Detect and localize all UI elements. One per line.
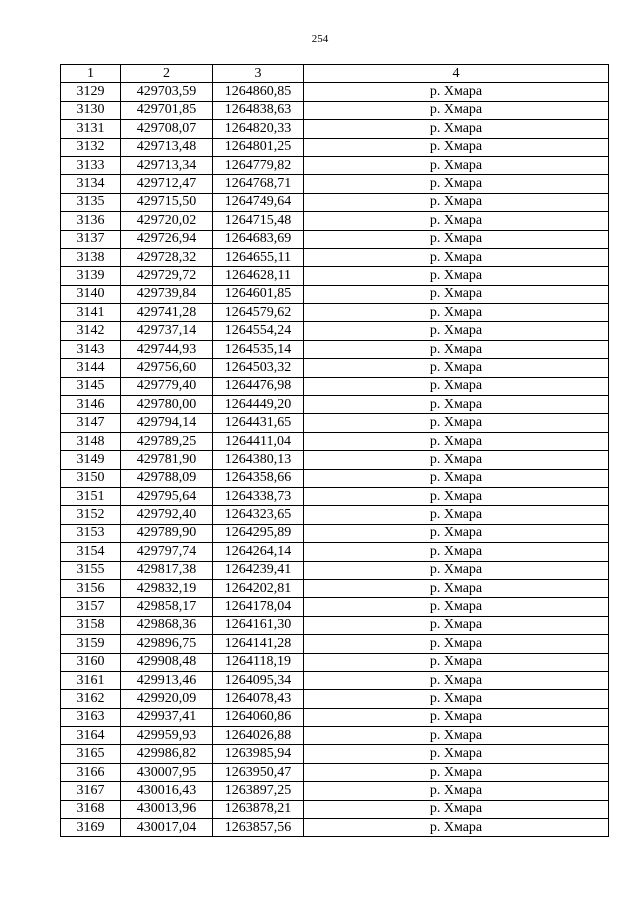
y-coordinate-cell: 1264380,13 bbox=[213, 451, 304, 469]
description-cell: р. Хмара bbox=[304, 579, 609, 597]
point-number-cell: 3155 bbox=[61, 561, 121, 579]
table-row bbox=[61, 653, 609, 671]
x-coordinate-cell: 429726,94 bbox=[121, 230, 213, 248]
point-number-cell: 3151 bbox=[61, 487, 121, 505]
x-coordinate-cell: 429781,90 bbox=[121, 451, 213, 469]
y-coordinate-cell: 1264078,43 bbox=[213, 690, 304, 708]
x-coordinate-cell: 429744,93 bbox=[121, 340, 213, 358]
x-coordinate-cell: 429780,00 bbox=[121, 396, 213, 414]
description-cell: р. Хмара bbox=[304, 248, 609, 266]
y-coordinate-cell: 1264554,24 bbox=[213, 322, 304, 340]
point-number-cell: 3140 bbox=[61, 285, 121, 303]
point-number-cell: 3141 bbox=[61, 304, 121, 322]
description-cell: р. Хмара bbox=[304, 635, 609, 653]
table-row bbox=[61, 579, 609, 597]
table-header bbox=[61, 65, 609, 83]
table-row bbox=[61, 193, 609, 211]
point-number-cell: 3150 bbox=[61, 469, 121, 487]
point-number-cell: 3130 bbox=[61, 101, 121, 119]
y-coordinate-cell: 1264239,41 bbox=[213, 561, 304, 579]
point-number-cell: 3134 bbox=[61, 175, 121, 193]
point-number-cell: 3159 bbox=[61, 635, 121, 653]
y-coordinate-cell: 1264411,04 bbox=[213, 432, 304, 450]
description-cell: р. Хмара bbox=[304, 359, 609, 377]
x-coordinate-cell: 429729,72 bbox=[121, 267, 213, 285]
point-number-cell: 3158 bbox=[61, 616, 121, 634]
x-coordinate-cell: 429788,09 bbox=[121, 469, 213, 487]
description-cell: р. Хмара bbox=[304, 708, 609, 726]
table-row bbox=[61, 763, 609, 781]
description-cell: р. Хмара bbox=[304, 469, 609, 487]
y-coordinate-cell: 1264579,62 bbox=[213, 304, 304, 322]
description-cell: р. Хмара bbox=[304, 138, 609, 156]
x-coordinate-cell: 429728,32 bbox=[121, 248, 213, 266]
table-row bbox=[61, 524, 609, 542]
x-coordinate-cell: 429795,64 bbox=[121, 487, 213, 505]
x-coordinate-cell: 429713,48 bbox=[121, 138, 213, 156]
description-cell: р. Хмара bbox=[304, 524, 609, 542]
y-coordinate-cell: 1264503,32 bbox=[213, 359, 304, 377]
x-coordinate-cell: 429703,59 bbox=[121, 83, 213, 101]
description-cell: р. Хмара bbox=[304, 598, 609, 616]
table-row bbox=[61, 377, 609, 395]
x-coordinate-cell: 429868,36 bbox=[121, 616, 213, 634]
header-cell-1: 1 bbox=[61, 65, 121, 83]
y-coordinate-cell: 1263985,94 bbox=[213, 745, 304, 763]
table-row bbox=[61, 635, 609, 653]
y-coordinate-cell: 1264095,34 bbox=[213, 671, 304, 689]
point-number-cell: 3145 bbox=[61, 377, 121, 395]
point-number-cell: 3153 bbox=[61, 524, 121, 542]
table-row bbox=[61, 745, 609, 763]
description-cell: р. Хмара bbox=[304, 304, 609, 322]
point-number-cell: 3161 bbox=[61, 671, 121, 689]
y-coordinate-cell: 1264358,66 bbox=[213, 469, 304, 487]
y-coordinate-cell: 1264338,73 bbox=[213, 487, 304, 505]
y-coordinate-cell: 1264178,04 bbox=[213, 598, 304, 616]
x-coordinate-cell: 429896,75 bbox=[121, 635, 213, 653]
x-coordinate-cell: 430007,95 bbox=[121, 763, 213, 781]
x-coordinate-cell: 429713,34 bbox=[121, 156, 213, 174]
table-row bbox=[61, 690, 609, 708]
x-coordinate-cell: 429858,17 bbox=[121, 598, 213, 616]
x-coordinate-cell: 429832,19 bbox=[121, 579, 213, 597]
table-row bbox=[61, 285, 609, 303]
point-number-cell: 3137 bbox=[61, 230, 121, 248]
description-cell: р. Хмара bbox=[304, 800, 609, 818]
table-row bbox=[61, 248, 609, 266]
y-coordinate-cell: 1264768,71 bbox=[213, 175, 304, 193]
y-coordinate-cell: 1264202,81 bbox=[213, 579, 304, 597]
point-number-cell: 3148 bbox=[61, 432, 121, 450]
description-cell: р. Хмара bbox=[304, 727, 609, 745]
y-coordinate-cell: 1264683,69 bbox=[213, 230, 304, 248]
x-coordinate-cell: 429712,47 bbox=[121, 175, 213, 193]
table-row bbox=[61, 340, 609, 358]
point-number-cell: 3149 bbox=[61, 451, 121, 469]
description-cell: р. Хмара bbox=[304, 616, 609, 634]
description-cell: р. Хмара bbox=[304, 432, 609, 450]
table-row bbox=[61, 138, 609, 156]
table-row bbox=[61, 598, 609, 616]
y-coordinate-cell: 1264801,25 bbox=[213, 138, 304, 156]
description-cell: р. Хмара bbox=[304, 193, 609, 211]
x-coordinate-cell: 429708,07 bbox=[121, 120, 213, 138]
page-number: 254 bbox=[311, 33, 329, 45]
description-cell: р. Хмара bbox=[304, 83, 609, 101]
description-cell: р. Хмара bbox=[304, 101, 609, 119]
x-coordinate-cell: 429789,90 bbox=[121, 524, 213, 542]
table-row bbox=[61, 212, 609, 230]
table-row bbox=[61, 671, 609, 689]
y-coordinate-cell: 1264060,86 bbox=[213, 708, 304, 726]
description-cell: р. Хмара bbox=[304, 120, 609, 138]
y-coordinate-cell: 1264449,20 bbox=[213, 396, 304, 414]
point-number-cell: 3133 bbox=[61, 156, 121, 174]
x-coordinate-cell: 429720,02 bbox=[121, 212, 213, 230]
x-coordinate-cell: 429794,14 bbox=[121, 414, 213, 432]
table-row bbox=[61, 101, 609, 119]
x-coordinate-cell: 429741,28 bbox=[121, 304, 213, 322]
table-header-row bbox=[61, 65, 609, 83]
y-coordinate-cell: 1263878,21 bbox=[213, 800, 304, 818]
description-cell: р. Хмара bbox=[304, 322, 609, 340]
table-row bbox=[61, 469, 609, 487]
y-coordinate-cell: 1264628,11 bbox=[213, 267, 304, 285]
y-coordinate-cell: 1264779,82 bbox=[213, 156, 304, 174]
y-coordinate-cell: 1264141,28 bbox=[213, 635, 304, 653]
point-number-cell: 3135 bbox=[61, 193, 121, 211]
description-cell: р. Хмара bbox=[304, 782, 609, 800]
y-coordinate-cell: 1264431,65 bbox=[213, 414, 304, 432]
description-cell: р. Хмара bbox=[304, 340, 609, 358]
description-cell: р. Хмара bbox=[304, 377, 609, 395]
point-number-cell: 3166 bbox=[61, 763, 121, 781]
x-coordinate-cell: 429779,40 bbox=[121, 377, 213, 395]
description-cell: р. Хмара bbox=[304, 690, 609, 708]
table-row bbox=[61, 414, 609, 432]
y-coordinate-cell: 1264535,14 bbox=[213, 340, 304, 358]
table-row bbox=[61, 396, 609, 414]
point-number-cell: 3144 bbox=[61, 359, 121, 377]
x-coordinate-cell: 429715,50 bbox=[121, 193, 213, 211]
table-row bbox=[61, 322, 609, 340]
x-coordinate-cell: 430016,43 bbox=[121, 782, 213, 800]
table-row bbox=[61, 727, 609, 745]
x-coordinate-cell: 430013,96 bbox=[121, 800, 213, 818]
description-cell: р. Хмара bbox=[304, 763, 609, 781]
y-coordinate-cell: 1264601,85 bbox=[213, 285, 304, 303]
description-cell: р. Хмара bbox=[304, 671, 609, 689]
description-cell: р. Хмара bbox=[304, 451, 609, 469]
table-row bbox=[61, 800, 609, 818]
x-coordinate-cell: 429792,40 bbox=[121, 506, 213, 524]
coordinates-table bbox=[60, 64, 609, 837]
table-row bbox=[61, 359, 609, 377]
table-row bbox=[61, 616, 609, 634]
x-coordinate-cell: 429737,14 bbox=[121, 322, 213, 340]
table-body bbox=[61, 83, 609, 837]
y-coordinate-cell: 1264264,14 bbox=[213, 543, 304, 561]
description-cell: р. Хмара bbox=[304, 175, 609, 193]
x-coordinate-cell: 429739,84 bbox=[121, 285, 213, 303]
description-cell: р. Хмара bbox=[304, 285, 609, 303]
table-row bbox=[61, 304, 609, 322]
header-cell-4: 4 bbox=[304, 65, 609, 83]
description-cell: р. Хмара bbox=[304, 653, 609, 671]
table-row bbox=[61, 451, 609, 469]
x-coordinate-cell: 429797,74 bbox=[121, 543, 213, 561]
x-coordinate-cell: 429920,09 bbox=[121, 690, 213, 708]
y-coordinate-cell: 1264026,88 bbox=[213, 727, 304, 745]
point-number-cell: 3157 bbox=[61, 598, 121, 616]
y-coordinate-cell: 1264860,85 bbox=[213, 83, 304, 101]
point-number-cell: 3131 bbox=[61, 120, 121, 138]
point-number-cell: 3136 bbox=[61, 212, 121, 230]
y-coordinate-cell: 1264476,98 bbox=[213, 377, 304, 395]
description-cell: р. Хмара bbox=[304, 156, 609, 174]
point-number-cell: 3154 bbox=[61, 543, 121, 561]
description-cell: р. Хмара bbox=[304, 267, 609, 285]
y-coordinate-cell: 1264838,63 bbox=[213, 101, 304, 119]
y-coordinate-cell: 1263857,56 bbox=[213, 819, 304, 837]
point-number-cell: 3167 bbox=[61, 782, 121, 800]
x-coordinate-cell: 429986,82 bbox=[121, 745, 213, 763]
table-row bbox=[61, 156, 609, 174]
point-number-cell: 3162 bbox=[61, 690, 121, 708]
point-number-cell: 3165 bbox=[61, 745, 121, 763]
point-number-cell: 3156 bbox=[61, 579, 121, 597]
table-row bbox=[61, 782, 609, 800]
point-number-cell: 3147 bbox=[61, 414, 121, 432]
description-cell: р. Хмара bbox=[304, 745, 609, 763]
x-coordinate-cell: 429959,93 bbox=[121, 727, 213, 745]
description-cell: р. Хмара bbox=[304, 212, 609, 230]
point-number-cell: 3163 bbox=[61, 708, 121, 726]
y-coordinate-cell: 1264655,11 bbox=[213, 248, 304, 266]
x-coordinate-cell: 429908,48 bbox=[121, 653, 213, 671]
table-row bbox=[61, 487, 609, 505]
y-coordinate-cell: 1264749,64 bbox=[213, 193, 304, 211]
x-coordinate-cell: 429701,85 bbox=[121, 101, 213, 119]
point-number-cell: 3142 bbox=[61, 322, 121, 340]
table-row bbox=[61, 230, 609, 248]
table-row bbox=[61, 819, 609, 837]
y-coordinate-cell: 1264715,48 bbox=[213, 212, 304, 230]
y-coordinate-cell: 1263950,47 bbox=[213, 763, 304, 781]
description-cell: р. Хмара bbox=[304, 414, 609, 432]
point-number-cell: 3152 bbox=[61, 506, 121, 524]
x-coordinate-cell: 429789,25 bbox=[121, 432, 213, 450]
table-row bbox=[61, 120, 609, 138]
x-coordinate-cell: 429817,38 bbox=[121, 561, 213, 579]
x-coordinate-cell: 429937,41 bbox=[121, 708, 213, 726]
header-cell-3: 3 bbox=[213, 65, 304, 83]
y-coordinate-cell: 1264118,19 bbox=[213, 653, 304, 671]
description-cell: р. Хмара bbox=[304, 819, 609, 837]
table-row bbox=[61, 543, 609, 561]
y-coordinate-cell: 1264295,89 bbox=[213, 524, 304, 542]
point-number-cell: 3168 bbox=[61, 800, 121, 818]
y-coordinate-cell: 1264820,33 bbox=[213, 120, 304, 138]
point-number-cell: 3139 bbox=[61, 267, 121, 285]
table-row bbox=[61, 83, 609, 101]
point-number-cell: 3164 bbox=[61, 727, 121, 745]
description-cell: р. Хмара bbox=[304, 561, 609, 579]
point-number-cell: 3146 bbox=[61, 396, 121, 414]
x-coordinate-cell: 430017,04 bbox=[121, 819, 213, 837]
point-number-cell: 3129 bbox=[61, 83, 121, 101]
y-coordinate-cell: 1264323,65 bbox=[213, 506, 304, 524]
point-number-cell: 3138 bbox=[61, 248, 121, 266]
table-row bbox=[61, 708, 609, 726]
header-cell-2: 2 bbox=[121, 65, 213, 83]
y-coordinate-cell: 1263897,25 bbox=[213, 782, 304, 800]
point-number-cell: 3160 bbox=[61, 653, 121, 671]
x-coordinate-cell: 429913,46 bbox=[121, 671, 213, 689]
table-row bbox=[61, 267, 609, 285]
table-row bbox=[61, 561, 609, 579]
description-cell: р. Хмара bbox=[304, 487, 609, 505]
point-number-cell: 3132 bbox=[61, 138, 121, 156]
table-row bbox=[61, 506, 609, 524]
y-coordinate-cell: 1264161,30 bbox=[213, 616, 304, 634]
point-number-cell: 3169 bbox=[61, 819, 121, 837]
point-number-cell: 3143 bbox=[61, 340, 121, 358]
description-cell: р. Хмара bbox=[304, 543, 609, 561]
description-cell: р. Хмара bbox=[304, 506, 609, 524]
table-row bbox=[61, 175, 609, 193]
description-cell: р. Хмара bbox=[304, 230, 609, 248]
x-coordinate-cell: 429756,60 bbox=[121, 359, 213, 377]
description-cell: р. Хмара bbox=[304, 396, 609, 414]
table-row bbox=[61, 432, 609, 450]
